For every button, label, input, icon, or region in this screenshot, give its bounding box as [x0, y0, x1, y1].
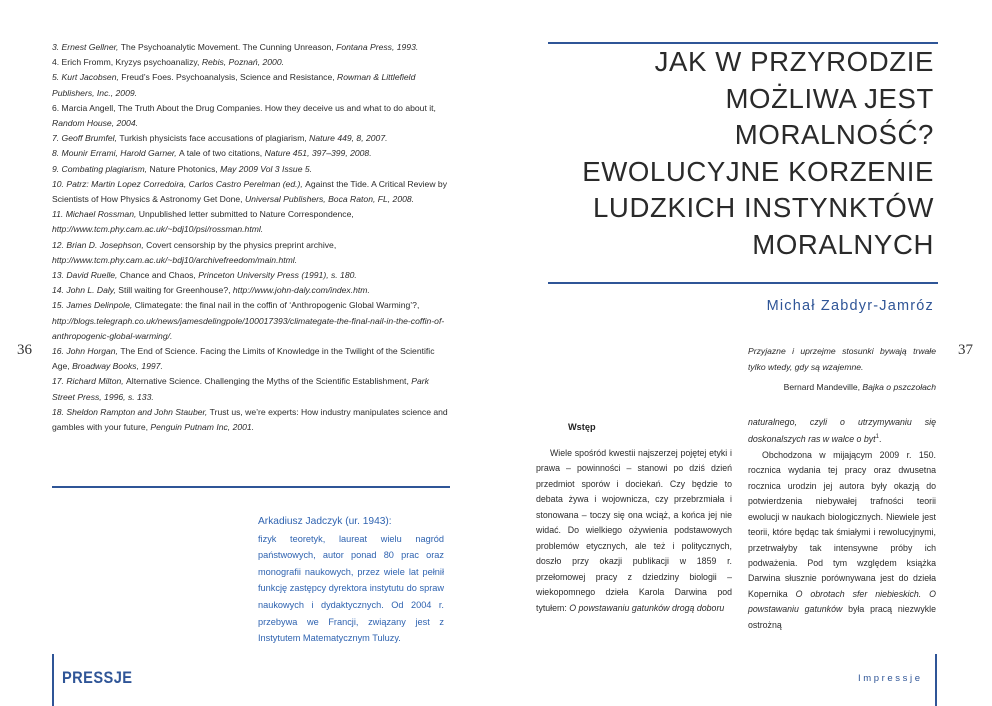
paragraph: naturalnego, czyli o utrzymywaniu się doskonalszych ras w walce o byt$^1$. [748, 417, 936, 445]
page-number: 36 [17, 342, 32, 358]
reference-item: 16. John Horgan, The End of Science. Facing the Limits of Knowledge in the Twilight of the Scientific Age, Broadway Books, 1997. [52, 346, 435, 372]
reference-item: 5. Kurt Jacobsen, Freud’s Foes. Psychoanalysis, Science and Resistance, Rowman & Littlefield Publishers, Inc., 2009. [52, 72, 416, 98]
reference-item: 11. Michael Rossman, Unpublished letter submitted to Nature Correspondence, http://www.tcm.phy.cam.ac.uk/~bdj10/psi/rossman.html. [52, 209, 354, 235]
reference-item: 14. John L. Daly, Still waiting for Greenhouse?, http://www.john-daly.com/index.htm. [52, 285, 370, 296]
title-line: EWOLUCYJNE KORZENIE [582, 155, 934, 187]
title-line: MORALNOŚĆ? [734, 119, 934, 150]
reference-item: 10. Patrz: Martin Lopez Corredoira, Carlos Castro Perelman (ed.), Against the Tide. A Critical Review by Scientists of How Physics & Astronomy Get Done, Universal Publishers, Boca Raton, FL, 2008. [52, 178, 448, 205]
body-column-1 [536, 446, 732, 616]
margin-rule [935, 654, 937, 706]
reference-item: 3. Ernest Gellner, The Psychoanalytic Movement. The Cunning Unreason, Fontana Press, 1993. [52, 42, 419, 52]
reference-item: 18. Sheldon Rampton and John Stauber, Trust us, we’re experts: How industry manipulates science and gambles with your future, Penguin Putnam Inc, 2001. [52, 406, 448, 433]
reference-item: 13. David Ruelle, Chance and Chaos, Princeton University Press (1991), s. 180. [52, 270, 357, 281]
reference-item: 9. Combating plagiarism, Nature Photonics, May 2009 Vol 3 Issue 5. [52, 163, 313, 174]
reference-item: 17. Richard Milton, Alternative Science. Challenging the Myths of the Scientific Establishment, Park Street Press, 1996, s. 133. [52, 376, 429, 402]
reference-item: 6. Marcia Angell, The Truth About the Drug Companies. How they deceive us and what to do about it, Random House, 2004. [52, 102, 436, 129]
right-page [496, 0, 992, 706]
reference-item: 12. Brian D. Josephson, Covert censorship by the physics preprint archive, http://www.tcm.phy.cam.ac.uk/~bdj10/archivefreedom/main.html. [52, 239, 337, 265]
reference-item: 8. Mounir Errami, Harold Garner, A tale of two citations, Nature 451, 397–399, 2008. [52, 148, 372, 159]
title-line: JAK W PRZYRODZIE [654, 46, 934, 77]
title-line: LUDZKICH INSTYNKTÓW [592, 192, 934, 223]
paragraph: Obchodzona w mijającym 2009 r. 150. rocznica wydania tej pracy oraz dwusetna rocznica urodzin jej autora były okazją do potwierdzenia niebywałej trafności teorii ewolucji w naukach biologicznych. Niewiele jest teorii, które będąc tak śmiałymi i rewolucyjnymi, przetrwałyby tak intensywne próby ich podważenia. Pod tym względem książka Darwina słusznie porównywana jest do dzieła Kopernika O obrotach sfer niebieskich. O powstawaniu gatunków była pracą niezwykle ostrożną [748, 449, 937, 630]
article-author: Michał Zabdyr-Jamróz [766, 298, 934, 314]
reference-item: 4. Erich Fromm, Kryzys psychoanalizy, Rebis, Poznań, 2000. [52, 57, 284, 68]
margin-rule [52, 654, 54, 706]
title-line: MOŻLIWA JEST [725, 82, 934, 114]
bio-name: Arkadiusz Jadczyk (ur. 1943): [258, 516, 392, 527]
footnote-ref: 1 [875, 434, 879, 441]
paragraph: Wiele spośród kwestii najszerzej pojętej etyki i prawa – powinności – stanowi po dziś dzień przedmiot sporów i dociekań. Czy będzie to debata żywa i wojownicza, czy przebrzmiała i stonowana – toczy się ona wciąż, a końca jej nie widać. Do wielkiego ożywienia podstawowych problemów etycznych, ale też i politycznych, doszło przy okazji publikacji w 1859 r. przełomowej pracy z dziedziny biologii – wiekopomnego dzieła Karola Darwina pod tytułem: O powstawaniu gatunków drogą doboru [536, 448, 732, 613]
pressje-logo: PRESSJE [62, 668, 133, 687]
bio-text: fizyk teoretyk, laureat wielu nagród państwowych, autor ponad 80 prac oraz monografii naukowych, przez wiele lat pełnił funkcję zastępcy dyrektora instytutu do spraw naukowych i dydaktycznych. Od 2004 r. przebywa we Francji, związany jest z Instytutem Matematycznym Tuluzy. [258, 533, 444, 644]
body-column-2 [748, 415, 936, 633]
title-rule-bottom [548, 282, 938, 284]
section-heading: Wstęp [568, 422, 596, 432]
reference-item: 7. Geoff Brumfel, Turkish physicists face accusations of plagiarism, Nature 449, 8, 2007. [52, 133, 388, 144]
epigraph-source: Bernard Mandeville, Bajka o pszczołach [783, 382, 936, 392]
article-title [548, 44, 934, 263]
title-line: MORALNYCH [752, 228, 934, 260]
divider [52, 486, 450, 488]
references-list [52, 40, 450, 435]
epigraph-quote: Przyjazne i uprzejme stosunki bywają trwałe tylko wtedy, gdy są wzajemne. [748, 346, 936, 372]
magazine-name: Impressje [858, 673, 923, 684]
author-bio [258, 514, 444, 647]
page-number: 37 [958, 342, 973, 358]
reference-item: 15. James Delinpole, Climategate: the final nail in the coffin of ‘Anthropogenic Global Warming’?, http://blogs.telegraph.co.uk/news/jamesdelingpole/100017393/climategate-the-final-nail-in-the-coffin-of-anthropogenic-global-warming/. [52, 300, 445, 341]
